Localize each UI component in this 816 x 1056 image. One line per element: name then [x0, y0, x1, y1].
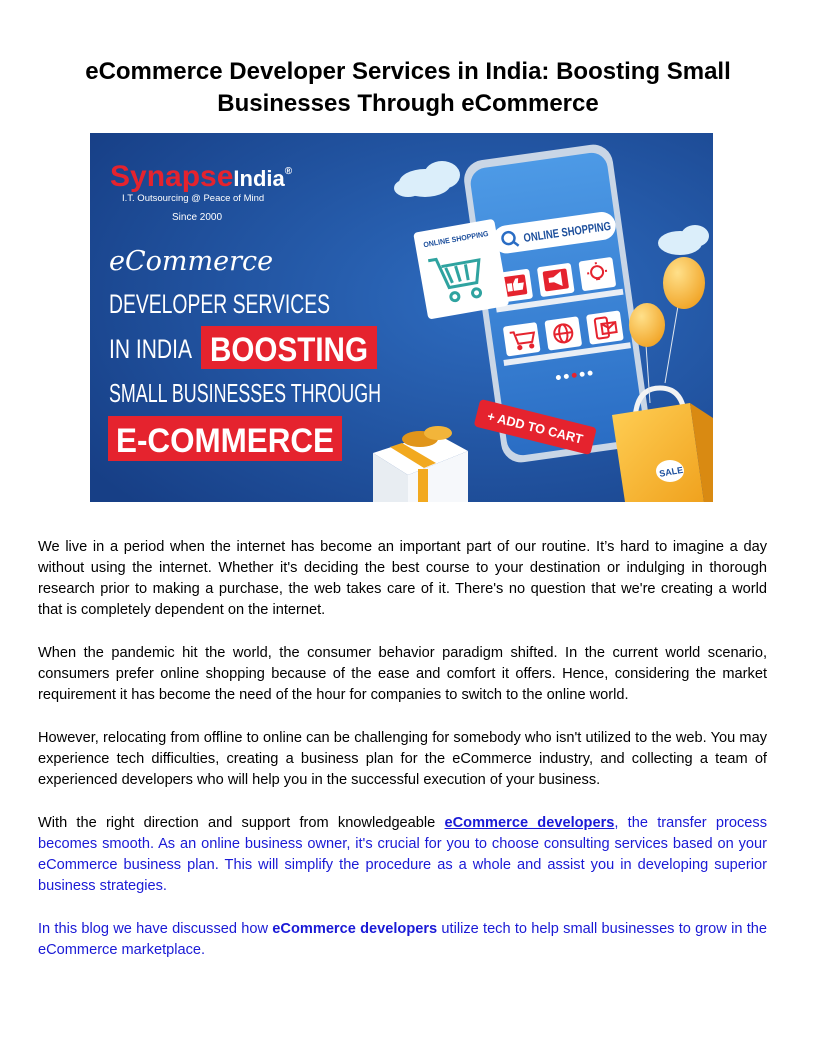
brand-white-text: India	[233, 166, 285, 191]
cart-tile	[503, 322, 541, 356]
headline-in-india: IN INDIA	[109, 334, 192, 364]
paragraph-4-end: , the transfer process becomes smooth. As an online business owner, it's crucial for you to choose consulting services based on your eCommerce business plan. This will simplify the procedure as a whole and assist you in developing superior business strategies.	[38, 815, 768, 894]
headline-developer-services: DEVELOPER SERVICES	[109, 289, 330, 319]
online-shopping-card-label: ONLINE SHOPPING	[422, 228, 494, 250]
paragraph-3: However, relocating from offline to online can be challenging for somebody who isn't utilized to the web. You may experience tech difficulties, creating a business plan for the eCommerce industry, and collecting a team of experienced developers who will help you in the successful execution of your business.	[38, 730, 767, 788]
brand-tagline: I.T. Outsourcing @ Peace of Mind	[122, 193, 265, 204]
ecommerce-developers-link[interactable]: eCommerce developers	[444, 815, 615, 831]
add-to-cart-label: + ADD TO CART	[485, 408, 587, 448]
paragraph-5-end: utilize tech to help small businesses to grow in the eCommerce marketplace.	[38, 921, 767, 958]
brand-since: Since 2000	[172, 212, 223, 223]
headline-e-commerce: E-COMMERCE	[116, 422, 334, 460]
headline-boosting: BOOSTING	[210, 331, 368, 369]
sale-tag-label: SALE	[658, 464, 684, 479]
paragraph-1: We live in a period when the internet has become an important part of our routine. It’s hard to imagine a day without using the internet. Whether it's deciding the best course to your destination or indulging in thorough research prior to making a purchase, the web takes care of it. There's no question that we're creating a world that is completely dependent on the internet.	[38, 539, 767, 618]
search-label: ONLINE SHOPPING	[522, 215, 636, 245]
paragraph-2: When the pandemic hit the world, the consumer behavior paradigm shifted. In the current world scenario, consumers prefer online shopping because of the ease and comfort it offers. Hence, considering the market requirement it has become the need of the hour for companies to switch to the online world.	[38, 645, 767, 703]
headline-small-businesses: SMALL BUSINESSES THROUGH	[109, 378, 381, 408]
title-line-1: eCommerce Developer Services in India: Boosting Small	[85, 58, 731, 85]
paragraph-5-start: In this blog we have discussed how	[38, 921, 273, 937]
brand-registered-mark: ®	[284, 166, 293, 177]
paragraph-5	[38, 919, 767, 961]
paragraph-4	[38, 813, 767, 897]
article-body	[38, 537, 767, 983]
brand-red-text: Synapse	[110, 160, 234, 193]
paragraph-4-start: With the right direction and support from knowledgeable	[38, 815, 445, 831]
idea-tile	[578, 257, 616, 291]
page-title	[20, 56, 796, 120]
title-line-2: Businesses Through eCommerce	[217, 90, 599, 117]
hero-banner-image	[90, 133, 713, 502]
paragraph-5-bold: eCommerce developers	[272, 921, 438, 937]
headline-ecommerce: eCommerce	[109, 246, 274, 277]
mobile-tile	[586, 310, 624, 344]
